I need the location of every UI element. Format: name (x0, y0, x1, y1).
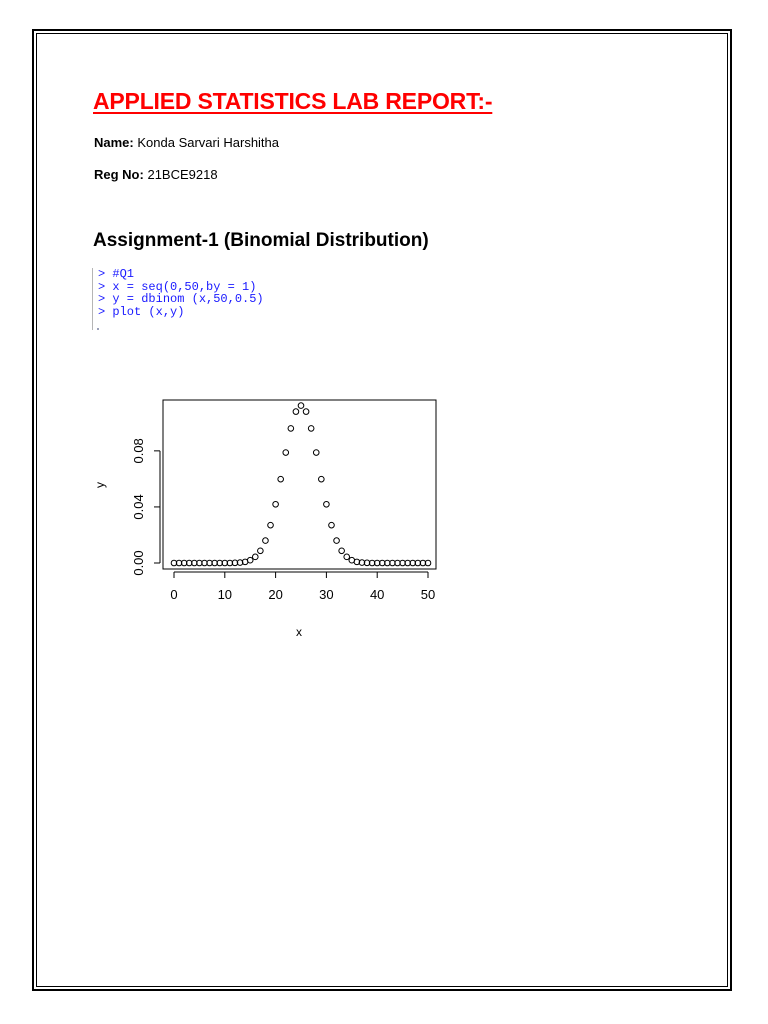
reg-label: Reg No: (94, 167, 144, 182)
assignment-heading: Assignment-1 (Binomial Distribution) (93, 230, 429, 251)
reg-value: 21BCE9218 (147, 167, 218, 182)
report-title: APPLIED STATISTICS LAB REPORT:- (93, 88, 493, 114)
data-point (288, 426, 294, 432)
data-point (334, 538, 340, 544)
y-axis-label: y (93, 482, 107, 488)
x-tick-label: 50 (420, 587, 436, 602)
code-line: > y = dbinom (x,50,0.5) (98, 292, 264, 306)
y-tick-label: 0.08 (131, 438, 146, 464)
x-axis (170, 572, 435, 602)
data-point (313, 450, 319, 456)
data-point (263, 538, 269, 544)
data-point (319, 476, 325, 482)
y-axis (131, 438, 160, 575)
plot-frame (163, 400, 436, 569)
r-code-screenshot (92, 268, 298, 330)
data-point (247, 557, 253, 563)
data-point (344, 554, 350, 560)
binomial-scatter-plot (90, 390, 460, 650)
code-line: > plot (x,y) (98, 304, 185, 319)
data-point (258, 548, 264, 554)
data-point (268, 522, 274, 528)
y-tick-label: 0.00 (131, 550, 146, 576)
data-point (308, 426, 314, 432)
name-label: Name: (94, 135, 134, 150)
x-tick-label: 20 (268, 587, 283, 602)
data-point (324, 501, 330, 507)
reg-no-line (94, 167, 218, 182)
y-tick-label: 0.04 (131, 494, 146, 520)
data-point (278, 476, 284, 482)
x-tick-label: 10 (217, 587, 233, 602)
x-tick-label: 40 (369, 587, 385, 602)
data-point (283, 450, 289, 456)
name-value: Konda Sarvari Harshitha (137, 135, 280, 150)
data-point (329, 522, 335, 528)
student-name-line (94, 135, 279, 150)
code-line: > #Q1 (98, 267, 135, 281)
data-points (171, 403, 431, 566)
data-point (298, 403, 304, 409)
data-point (303, 409, 309, 415)
data-point (293, 409, 299, 415)
data-point (252, 554, 258, 560)
x-axis-label: x (296, 625, 302, 639)
x-tick-label: 30 (319, 587, 334, 602)
data-point (339, 548, 345, 554)
data-point (273, 501, 279, 507)
cursor-mark (97, 328, 99, 330)
x-tick-label: 0 (170, 587, 178, 602)
code-line: > x = seq(0,50,by = 1) (98, 279, 257, 294)
